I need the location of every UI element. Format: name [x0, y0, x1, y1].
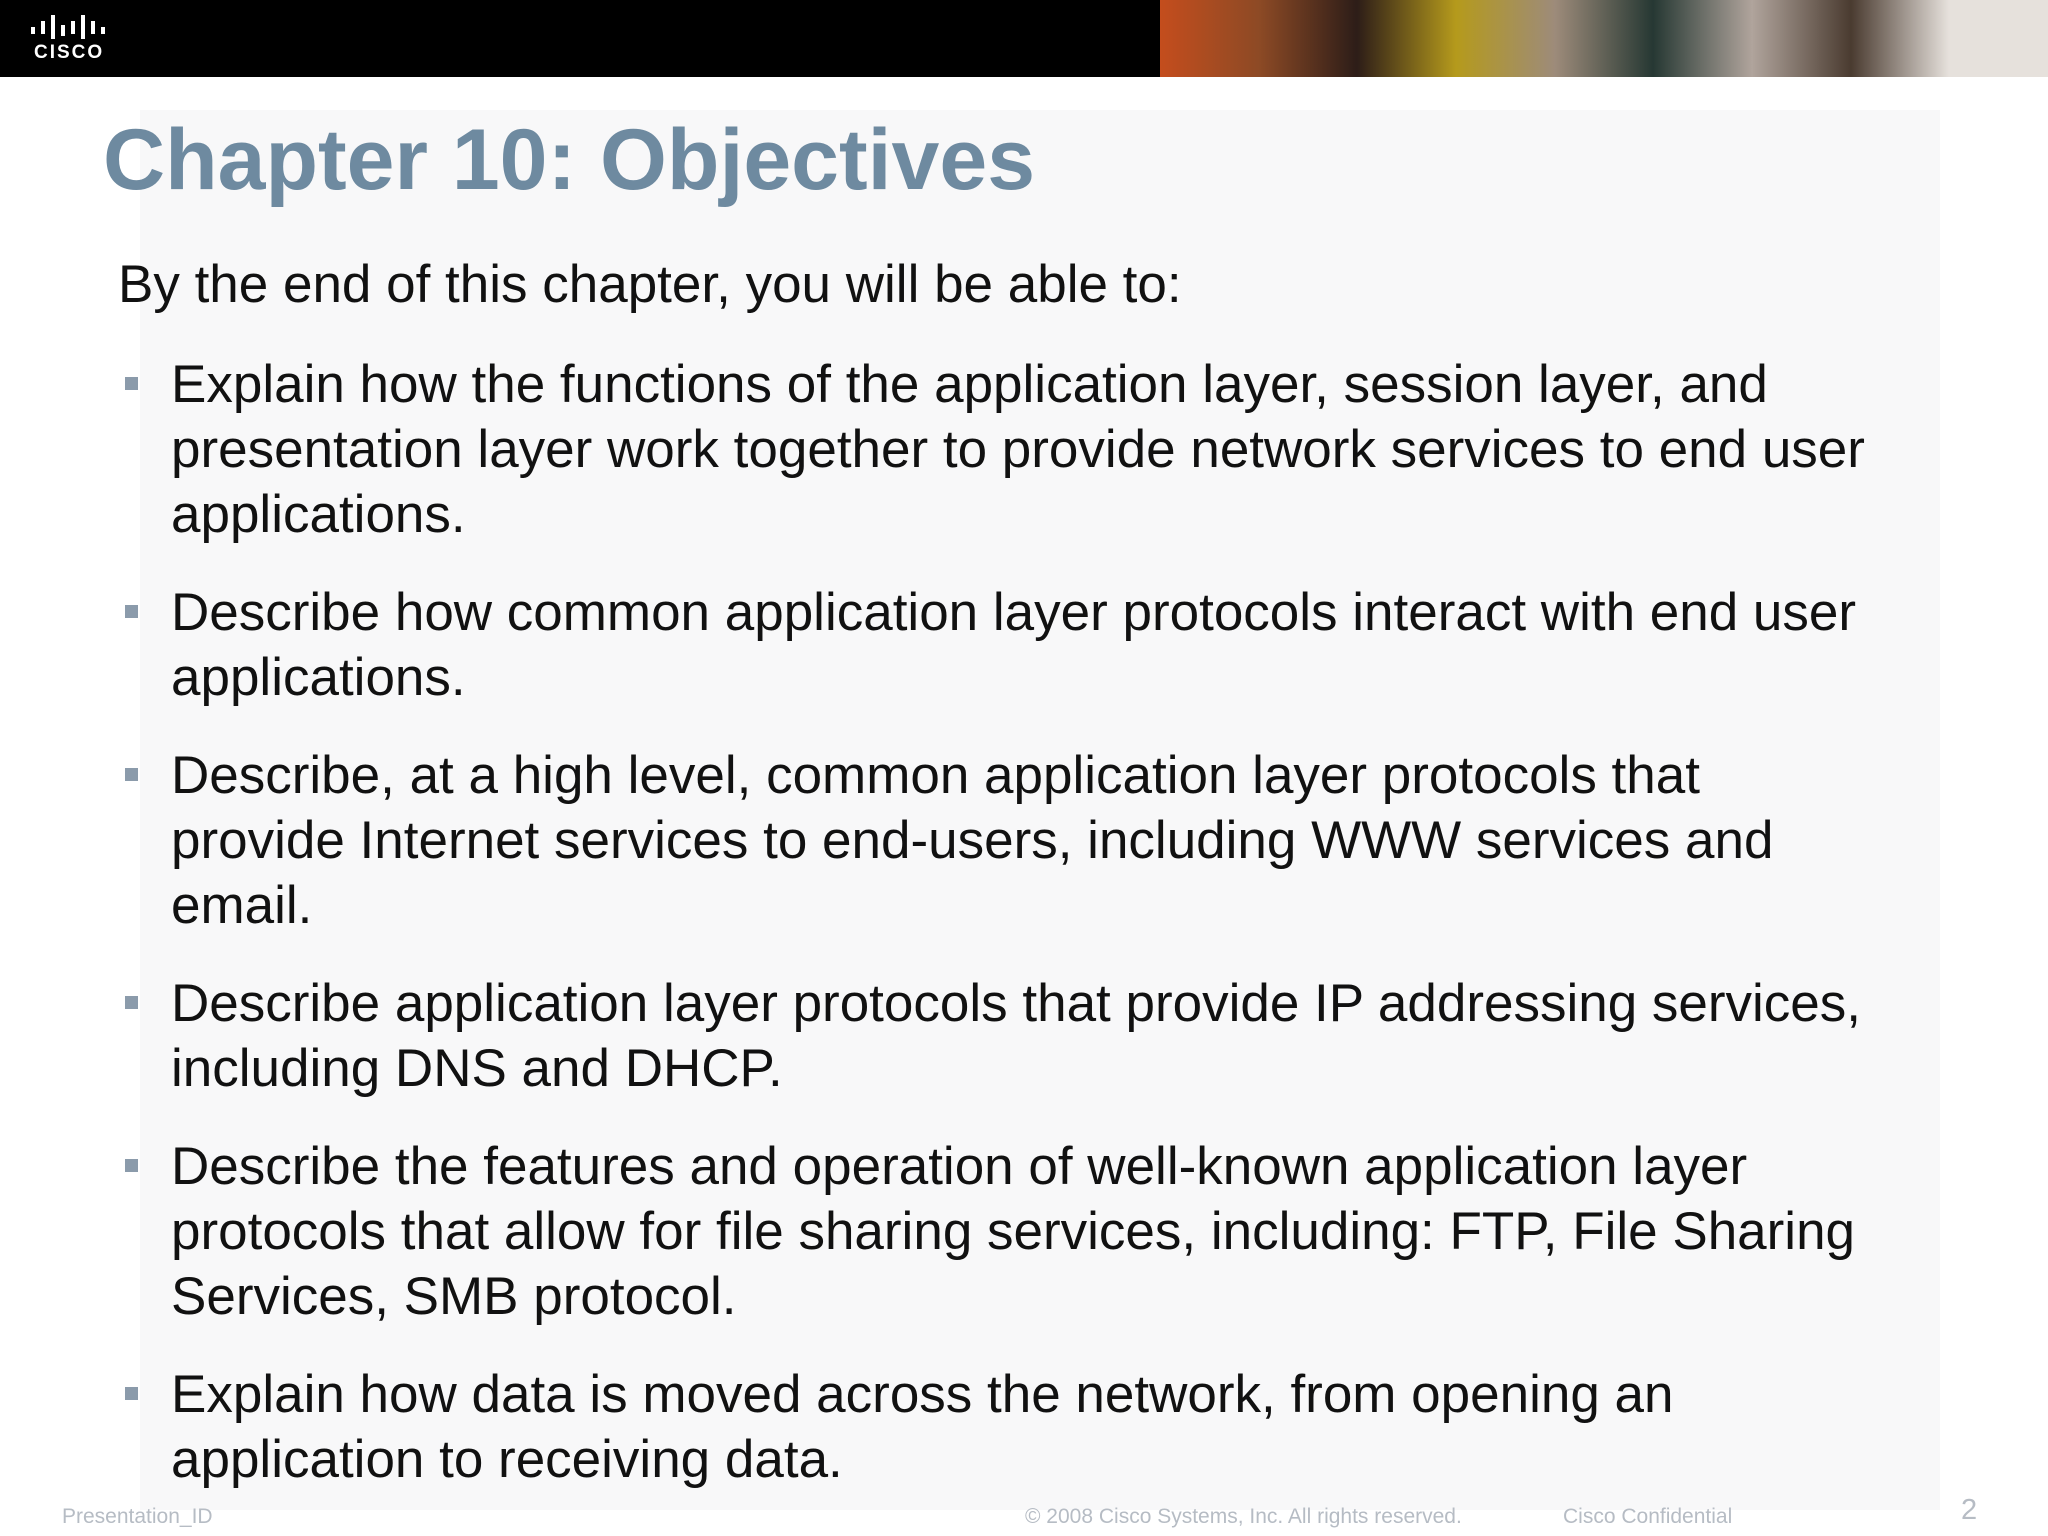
square-bullet-icon [125, 996, 138, 1009]
copyright-notice: © 2008 Cisco Systems, Inc. All rights reserved. [1025, 1505, 1462, 1528]
objective-item [118, 352, 1898, 547]
cisco-logo [26, 12, 136, 68]
objective-item [118, 743, 1898, 938]
objective-item [118, 1362, 1898, 1492]
objective-item [118, 971, 1898, 1101]
objective-item [118, 1134, 1898, 1329]
square-bullet-icon [125, 377, 138, 390]
glasses-portrait-icon [1949, 0, 2048, 77]
objective-text: Describe application layer protocols that provide IP addressing services, including DNS and DHCP. [171, 974, 1861, 1098]
chalkboard-icon [1653, 0, 1752, 77]
brown-portrait-icon [1259, 0, 1358, 77]
square-bullet-icon [125, 768, 138, 781]
page-number: 2 [1961, 1494, 1978, 1526]
objective-text: Describe, at a high level, common application layer protocols that provide Internet services to end-users, including WWW services and email. [171, 746, 1774, 935]
logo-text: CISCO [34, 42, 105, 63]
objective-text: Describe the features and operation of well-known application layer protocols that allow for file sharing services, including: FTP, File Sharing Services, SMB protocol. [171, 1137, 1856, 1326]
confidentiality-label: Cisco Confidential [1563, 1505, 1733, 1528]
orange-portrait-icon [1160, 0, 1259, 77]
presentation-id: Presentation_ID [62, 1505, 213, 1528]
objectives-list [118, 352, 1898, 1525]
header-bar [0, 0, 2048, 77]
pale-portrait-icon [1555, 0, 1654, 77]
slide-title: Chapter 10: Objectives [103, 112, 1036, 208]
dark-portrait-icon [1357, 0, 1456, 77]
cisco-bars-icon [30, 15, 114, 41]
slide-intro: By the end of this chapter, you will be able to: [118, 255, 1182, 314]
objective-item [118, 580, 1898, 710]
square-bullet-icon [125, 1159, 138, 1172]
square-bullet-icon [125, 1387, 138, 1400]
objective-text: Describe how common application layer protocols interact with end user applications. [171, 583, 1857, 707]
dark-face-icon [1851, 0, 1950, 77]
square-bullet-icon [125, 605, 138, 618]
student-portrait-icon [1752, 0, 1851, 77]
yellow-pattern-icon [1456, 0, 1555, 77]
objective-text: Explain how the functions of the application layer, session layer, and presentation layer work together to provide network services to end user applications. [171, 355, 1865, 544]
header-photo-strip [1160, 0, 2048, 77]
objective-text: Explain how data is moved across the network, from opening an application to receiving data. [171, 1365, 1674, 1489]
